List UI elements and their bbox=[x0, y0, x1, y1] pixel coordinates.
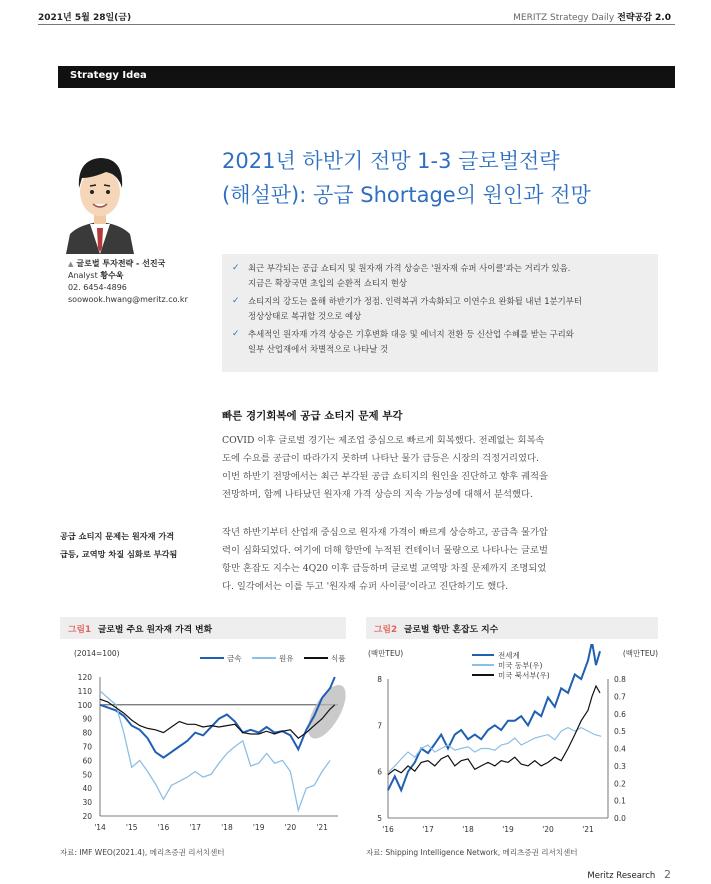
y-unit-label: (2014=100) bbox=[74, 649, 120, 658]
summary-item bbox=[232, 261, 648, 291]
y-tick-label: 80 bbox=[82, 728, 92, 738]
page-footer bbox=[587, 868, 671, 881]
analyst-avatar bbox=[60, 148, 140, 254]
y-tick-label: 20 bbox=[82, 812, 92, 821]
margin-note bbox=[60, 527, 177, 563]
header-section: 전략공감 2.0 bbox=[617, 13, 671, 23]
summary-item-line: 추세적인 원자재 가격 상승은 기후변화 대응 및 에너지 전환 등 신산업 수혜를 받는 구리와 bbox=[248, 329, 574, 339]
analyst-role: Analyst bbox=[68, 271, 98, 280]
figure-2-title: 글로벌 항만 혼잡도 지수 bbox=[403, 625, 499, 635]
page-title bbox=[222, 144, 591, 212]
analyst-email[interactable]: soowook.hwang@meritz.co.kr bbox=[68, 295, 188, 304]
x-tick-label: '16 bbox=[382, 825, 394, 834]
y-right-tick-label: 0.2 bbox=[614, 779, 626, 789]
legend-label: 식품 bbox=[331, 654, 346, 663]
paragraph-line: 작년 하반기부터 산업재 중심으로 원자재 가격이 빠르게 상승하고, 공급측 물가압 bbox=[222, 527, 548, 538]
paragraph-line: 다. 일각에서는 이를 두고 '원자재 슈퍼 사이클'이라고 진단하기도 했다. bbox=[222, 581, 509, 592]
x-tick-label: '16 bbox=[157, 823, 170, 832]
summary-item bbox=[232, 327, 648, 357]
x-tick-label: '17 bbox=[422, 825, 434, 834]
section-label: Strategy Idea bbox=[70, 70, 147, 81]
analyst-name: 황수욱 bbox=[100, 271, 124, 280]
x-tick-label: '14 bbox=[94, 823, 106, 832]
x-tick-label: '19 bbox=[252, 823, 265, 832]
body-subheading: 빠른 경기회복에 공급 쇼티지 문제 부각 bbox=[222, 410, 403, 422]
port-congestion-chart bbox=[362, 644, 662, 840]
paragraph-line: 이번 하반기 전망에서는 최근 부각된 공급 쇼티지의 원인을 진단하고 향후 궤적을 bbox=[222, 471, 548, 482]
analyst-info bbox=[68, 258, 188, 306]
legend-label: 전세계 bbox=[498, 651, 520, 660]
check-icon: ✓ bbox=[232, 296, 240, 306]
y-right-unit-label: (백만TEU) bbox=[622, 649, 658, 658]
y-left-tick-label: 7 bbox=[377, 721, 382, 731]
x-tick-label: '17 bbox=[189, 823, 202, 832]
title-line-2: (해설판): 공급 Shortage의 원인과 전망 bbox=[222, 183, 591, 207]
paragraph-line: COVID 이후 글로벌 경기는 제조업 중심으로 빠르게 회복했다. 전례없는 회복속 bbox=[222, 435, 545, 446]
figure-2-header bbox=[366, 617, 658, 639]
paragraph-line: 력이 심화되었다. 여기에 더해 항만에 누적된 컨테이너 물량으로 나타나는 글로벌 bbox=[222, 545, 548, 556]
y-tick-label: 120 bbox=[77, 673, 92, 682]
y-right-tick-label: 0.4 bbox=[614, 744, 626, 754]
summary-item-line: 정상상태로 복귀할 것으로 예상 bbox=[248, 311, 362, 321]
highlight-ellipse bbox=[301, 679, 350, 744]
summary-item-line: 쇼티지의 강도는 올해 하반기가 정점. 인력복귀 가속화되고 이연수요 완화될 내년 1분기부터 bbox=[248, 296, 582, 306]
margin-note-line: 공급 쇼티지 문제는 원자재 가격 bbox=[60, 531, 175, 541]
header-date: 2021년 5월 28일(금) bbox=[38, 13, 132, 23]
x-tick-label: '21 bbox=[582, 825, 594, 834]
summary-box bbox=[222, 254, 658, 372]
y-right-tick-label: 0.7 bbox=[614, 692, 626, 702]
header-series: MERITZ Strategy Daily bbox=[513, 13, 615, 23]
footer-brand: Meritz Research bbox=[587, 871, 656, 881]
y-right-tick-label: 0.5 bbox=[614, 727, 626, 737]
header-divider bbox=[38, 24, 675, 25]
y-left-tick-label: 6 bbox=[377, 767, 382, 777]
page-number: 2 bbox=[664, 868, 671, 881]
paragraph-line: 항만 혼잡도 지수는 4Q20 이후 급등하며 글로벌 교역망 차질 문제까지 조명되었 bbox=[222, 563, 547, 574]
section-label-bar bbox=[58, 66, 675, 88]
y-left-unit-label: (백만TEU) bbox=[368, 649, 404, 658]
y-tick-label: 30 bbox=[82, 798, 92, 808]
check-icon: ✓ bbox=[232, 263, 240, 273]
legend-label: 미국 북서부(우) bbox=[498, 671, 550, 680]
y-tick-label: 100 bbox=[77, 700, 92, 710]
y-tick-label: 50 bbox=[82, 770, 92, 780]
summary-item-line: 지금은 확장국면 초입의 순환적 쇼티지 현상 bbox=[248, 278, 407, 288]
commodity-chart bbox=[60, 644, 350, 840]
legend-label: 미국 동부(우) bbox=[498, 661, 543, 670]
y-right-tick-label: 0.1 bbox=[614, 796, 626, 806]
y-right-tick-label: 0.8 bbox=[614, 675, 626, 684]
summary-item-line: 일부 산업재에서 차별적으로 나타날 것 bbox=[248, 344, 389, 354]
x-tick-label: '15 bbox=[125, 823, 138, 832]
y-right-tick-label: 0.0 bbox=[614, 814, 626, 823]
y-tick-label: 90 bbox=[82, 714, 92, 724]
figure-2-label: 그림2 bbox=[374, 625, 398, 635]
y-tick-label: 110 bbox=[77, 686, 92, 696]
summary-item bbox=[232, 294, 648, 324]
body-paragraph-2 bbox=[222, 524, 658, 596]
figure-1-header bbox=[60, 617, 346, 639]
x-tick-label: '21 bbox=[316, 823, 328, 832]
series-line bbox=[100, 691, 330, 811]
analyst-team bbox=[68, 258, 188, 270]
analyst-phone: 02. 6454-4896 bbox=[68, 283, 127, 292]
summary-item-line: 최근 부각되는 공급 쇼티지 및 원자재 가격 상승은 '원자재 슈퍼 사이클'과는 거리가 있음. bbox=[248, 263, 571, 273]
figure-1-label: 그림1 bbox=[68, 625, 92, 635]
x-tick-label: '20 bbox=[284, 823, 297, 832]
body-paragraph-1 bbox=[222, 432, 658, 504]
y-right-tick-label: 0.6 bbox=[614, 709, 626, 719]
paragraph-line: 도에 수요를 공급이 따라가지 못하며 나타난 물가 급등은 시장의 걱정거리였다. bbox=[222, 453, 539, 464]
y-right-tick-label: 0.3 bbox=[614, 761, 626, 771]
y-tick-label: 40 bbox=[82, 784, 92, 794]
series-line bbox=[388, 686, 600, 775]
check-icon: ✓ bbox=[232, 329, 240, 339]
x-tick-label: '18 bbox=[221, 823, 233, 832]
figure-2-source: 자료: Shipping Intelligence Network, 메리츠증권 리서치센터 bbox=[366, 848, 578, 857]
analyst-role-line bbox=[68, 270, 188, 282]
triangle-icon: ▲ bbox=[68, 260, 74, 268]
x-tick-label: '20 bbox=[542, 825, 554, 834]
legend-label: 금속 bbox=[227, 654, 242, 663]
figure-1-title: 글로벌 주요 원자재 가격 변화 bbox=[97, 625, 213, 635]
margin-note-line: 급등, 교역망 차질 심화로 부각됨 bbox=[60, 549, 178, 559]
figure-1-source: 자료: IMF WEO(2021.4), 메리츠증권 리서치센터 bbox=[60, 848, 225, 857]
title-line-1: 2021년 하반기 전망 1-3 글로벌전략 bbox=[222, 149, 560, 173]
series-line bbox=[100, 677, 335, 758]
x-tick-label: '19 bbox=[502, 825, 514, 834]
y-left-tick-label: 8 bbox=[377, 675, 382, 684]
y-left-tick-label: 5 bbox=[377, 814, 382, 823]
paragraph-line: 전망하며, 함께 나타났던 원자재 가격 상승의 지속 가능성에 대해서 분석했다. bbox=[222, 489, 533, 500]
x-tick-label: '18 bbox=[462, 825, 474, 834]
analyst-team-text: 글로벌 투자전략 - 선진국 bbox=[76, 259, 166, 268]
y-tick-label: 60 bbox=[82, 756, 92, 766]
legend-label: 원유 bbox=[279, 654, 294, 663]
y-tick-label: 70 bbox=[82, 742, 92, 752]
header-publication bbox=[513, 10, 671, 23]
